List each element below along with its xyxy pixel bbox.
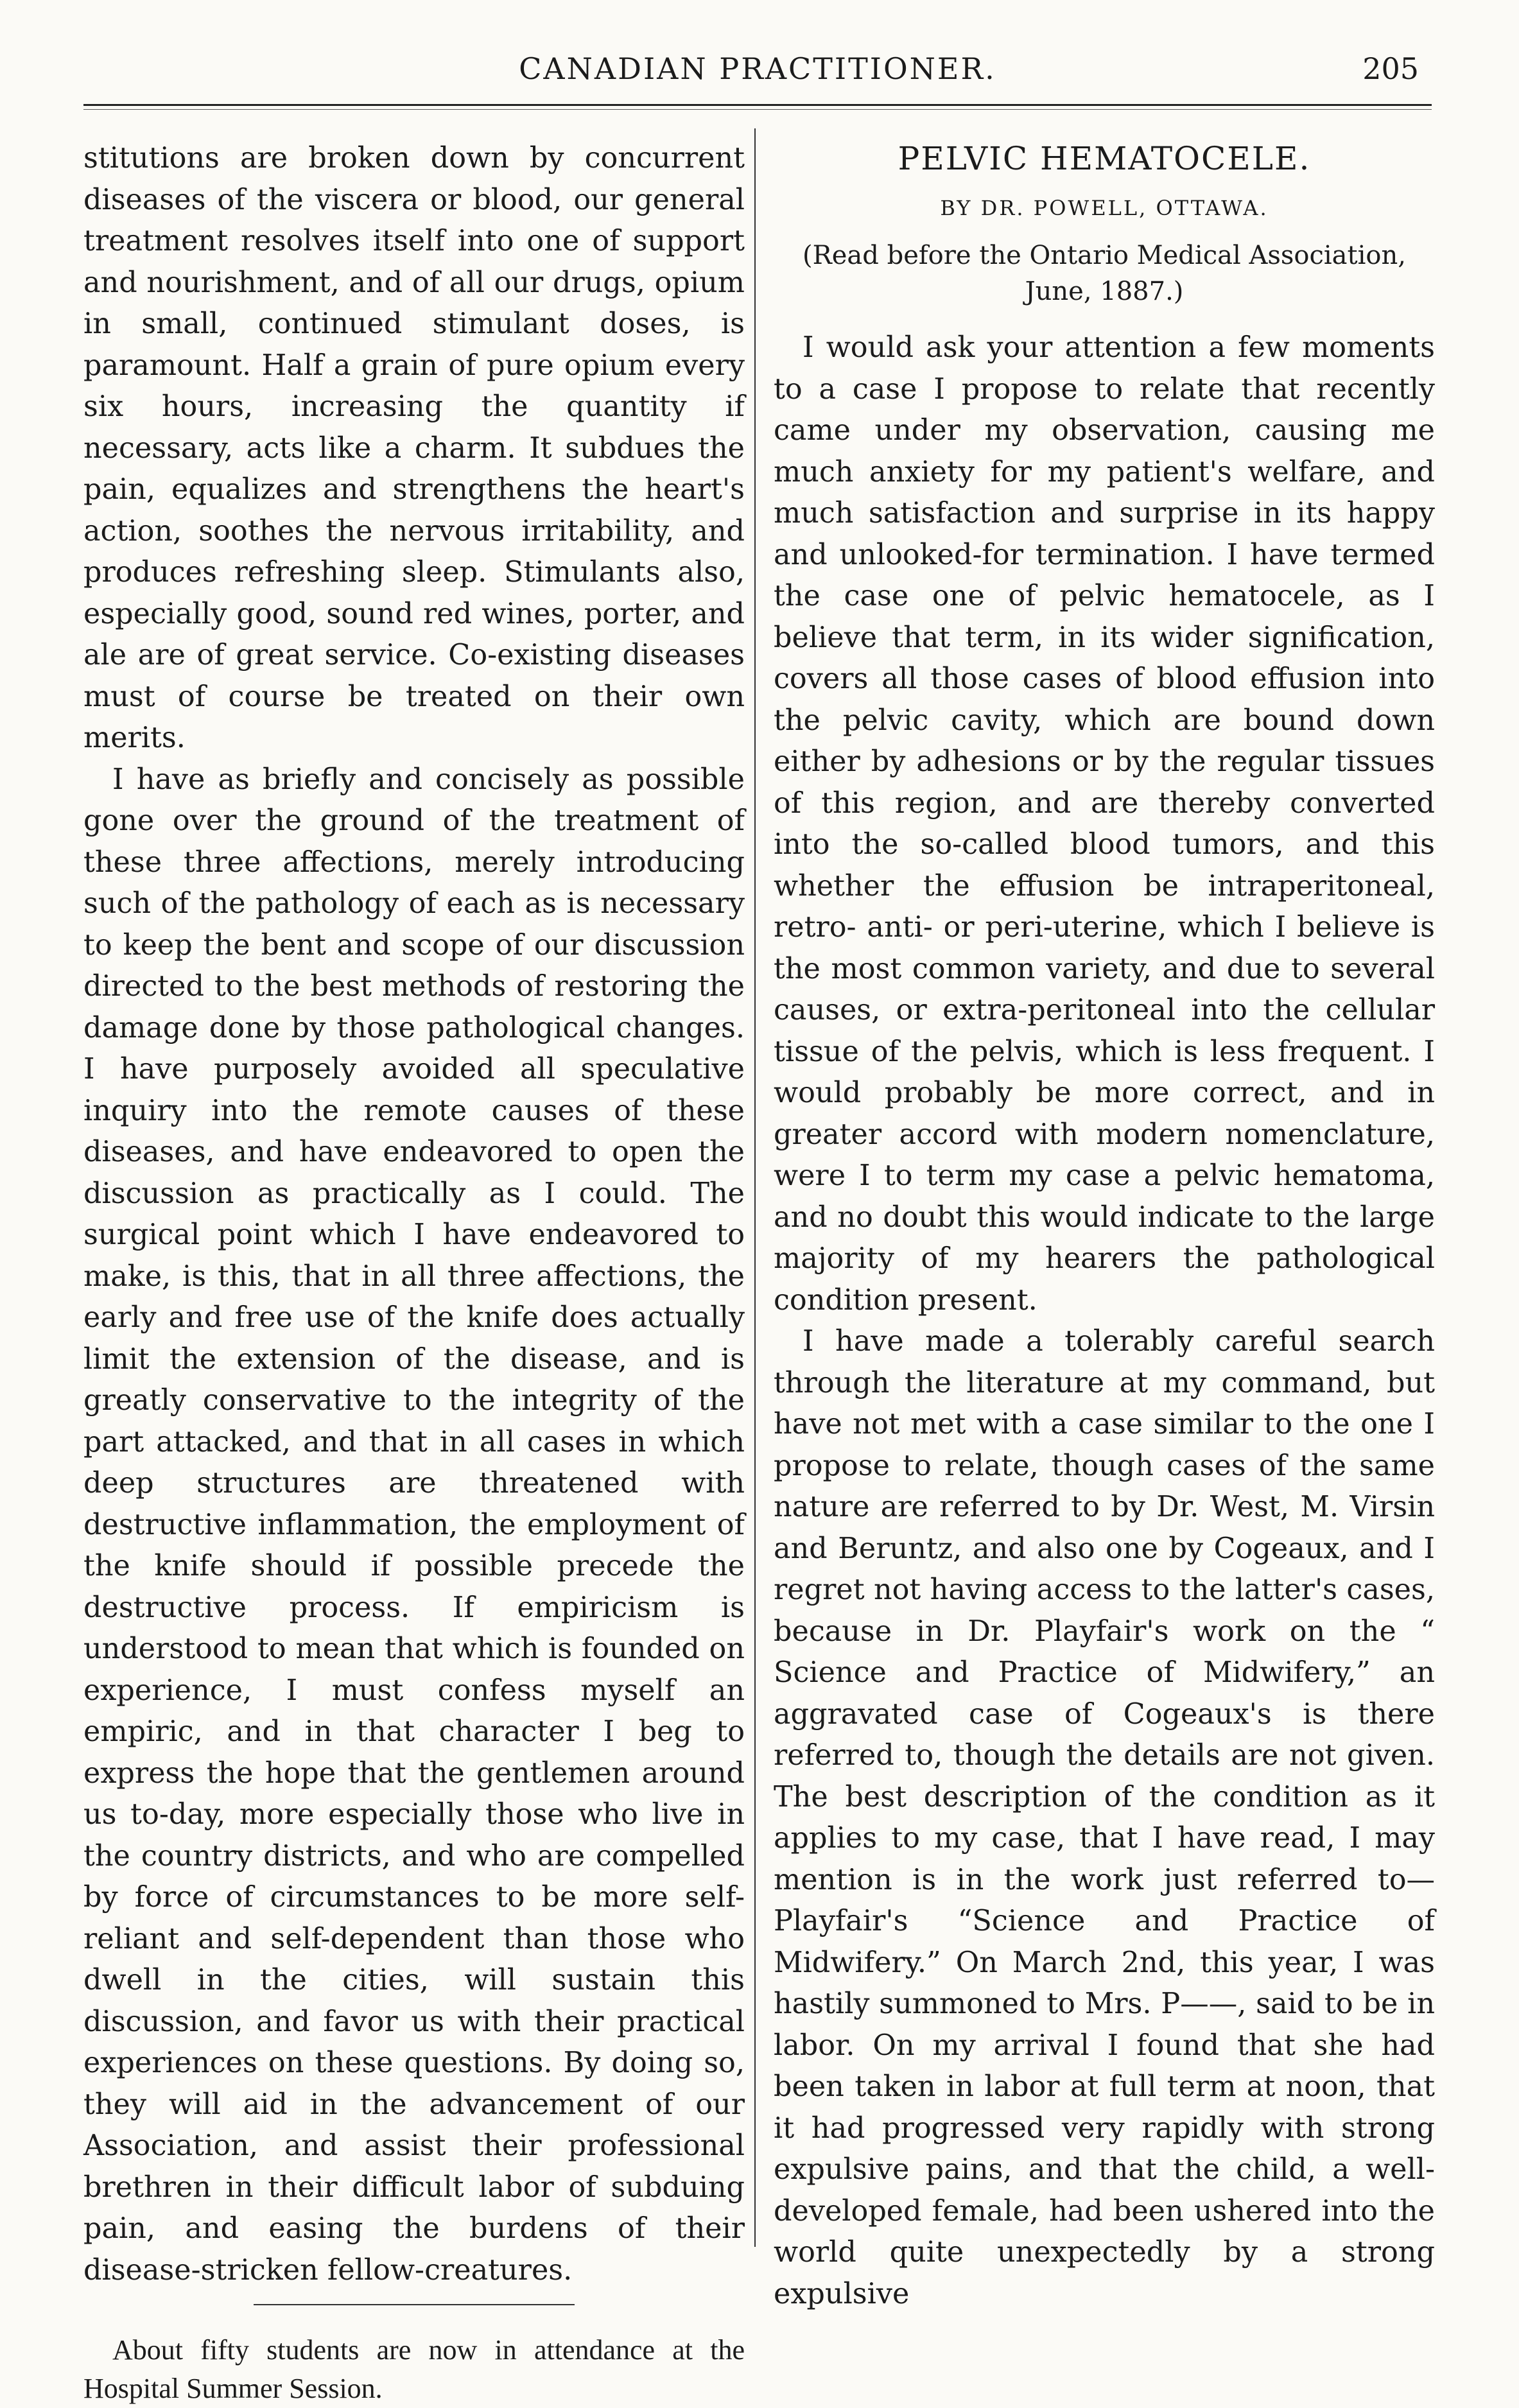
article-byline: BY DR. POWELL, OTTAWA. xyxy=(940,195,1269,220)
right-column xyxy=(774,138,1435,2315)
page-number: 205 xyxy=(1362,51,1419,86)
right-paragraph-1: I would ask your attention a few moments to a case I propose to relate that recently came under my observation, causing me much anxiety for my patient's welfare, and much satisfaction and surprise in its happy and unlooked-for termination. I have termed the case one of pelvic hematocele, as I believe that term, in its wider signification, covers all those cases of blood effusion into the pelvic cavity, which are bound down either by adhesions or by the regular tissues of this region, and are thereby converted into the so-called blood tumors, and this whether the effusion be intraperitoneal, retro- anti- or peri-uterine, which I believe is the most common variety, and due to several causes, or extra-peritoneal into the cellular tissue of the pelvis, which is less frequent. I would probably be more correct, and in greater accord with modern nomenclature, were I to term my case a pelvic hematoma, and no doubt this would indicate to the large majority of my hearers the pathological condition present. xyxy=(774,331,1435,1317)
left-paragraph-1: stitutions are broken down by concurrent diseases of the viscera or blood, our general treatment resolves itself into one of support and nourishment, and of all our drugs, opium in small, continued stimulant doses, is paramount. Half a grain of pure opium every six hours, increasing the quantity if necessary, acts like a charm. It subdues the pain, equalizes and strengthens the heart's action, soothes the nervous irritability, and produces refreshing sleep. Stimulants also, especially good, sound red wines, porter, and ale are of great service. Co-existing diseases must of course be treated on their own merits. xyxy=(83,142,745,754)
left-paragraph-2: I have as briefly and concisely as possible gone over the ground of the treatment of these three affections, merely introducing such of the pathology of each as is necessary to keep the bent and scope of our discussion directed to the best methods of restoring the damage done by those pathological changes. I have purposely avoided all speculative inquiry into the remote causes of these diseases, and have endeavored to open the discussion as practically as I could. The surgical point which I have endeavored to make, is this, that in all three affections, the early and free use of the knife does actually limit the extension of the disease, and is greatly conservative to the integrity of the part attacked, and that in all cases in which deep structures are threatened with destructive inflammation, the employment of the knife should if possible precede the destructive process. If empiricism is understood to mean that which is founded on experience, I must confess myself an empiric, and in that character I beg to express the hope that the gentlemen around us to-day, more especially those who live in the country districts, and who are compelled by force of circumstances to be more self-reliant and self-dependent than those who dwell in the cities, will sustain this discussion, and favor us with their practical experiences on these questions. By doing so, they will aid in the advancement of our Association, and assist their professional brethren in their difficult labor of subduing pain, and easing the burdens of their disease-stricken fellow-creatures. xyxy=(83,763,745,2287)
summer-session-notice: About fifty students are now in attendance at the Hospital Summer Session. xyxy=(83,2334,745,2404)
page-header xyxy=(83,45,1432,109)
left-column xyxy=(83,138,745,2408)
article-end-rule xyxy=(254,2304,575,2305)
running-title: CANADIAN PRACTITIONER. xyxy=(519,51,996,86)
header-rule xyxy=(83,104,1432,106)
column-divider xyxy=(754,128,756,2247)
article-title: PELVIC HEMATOCELE. xyxy=(898,140,1311,177)
header-rule-thin xyxy=(83,109,1432,110)
read-before-note: (Read before the Ontario Medical Association, June, 1887.) xyxy=(803,241,1406,306)
right-paragraph-2: I have made a tolerably careful search through the literature at my command, but have not met with a case similar to the one I propose to relate, though cases of the same nature are referred to by Dr. West, M. Virsin and Beruntz, and also one by Cogeaux, and I regret not having access to the latter's cases, because in Dr. Playfair's work on the “ Science and Practice of Midwifery,” an aggravated case of Cogeaux's is there referred to, though the details are not given. The best description of the condition as it applies to my case, that I have read, I may mention is in the work just referred to—Playfair's “Science and Practice of Midwifery.” On March 2nd, this year, I was hastily summoned to Mrs. P——, said to be in labor. On my arrival I found that she had been taken in labor at full term at noon, that it had progressed very rapidly with strong expulsive pains, and that the child, a well-developed female, had been ushered into the world quite unexpectedly by a strong expulsive xyxy=(774,1325,1435,2310)
